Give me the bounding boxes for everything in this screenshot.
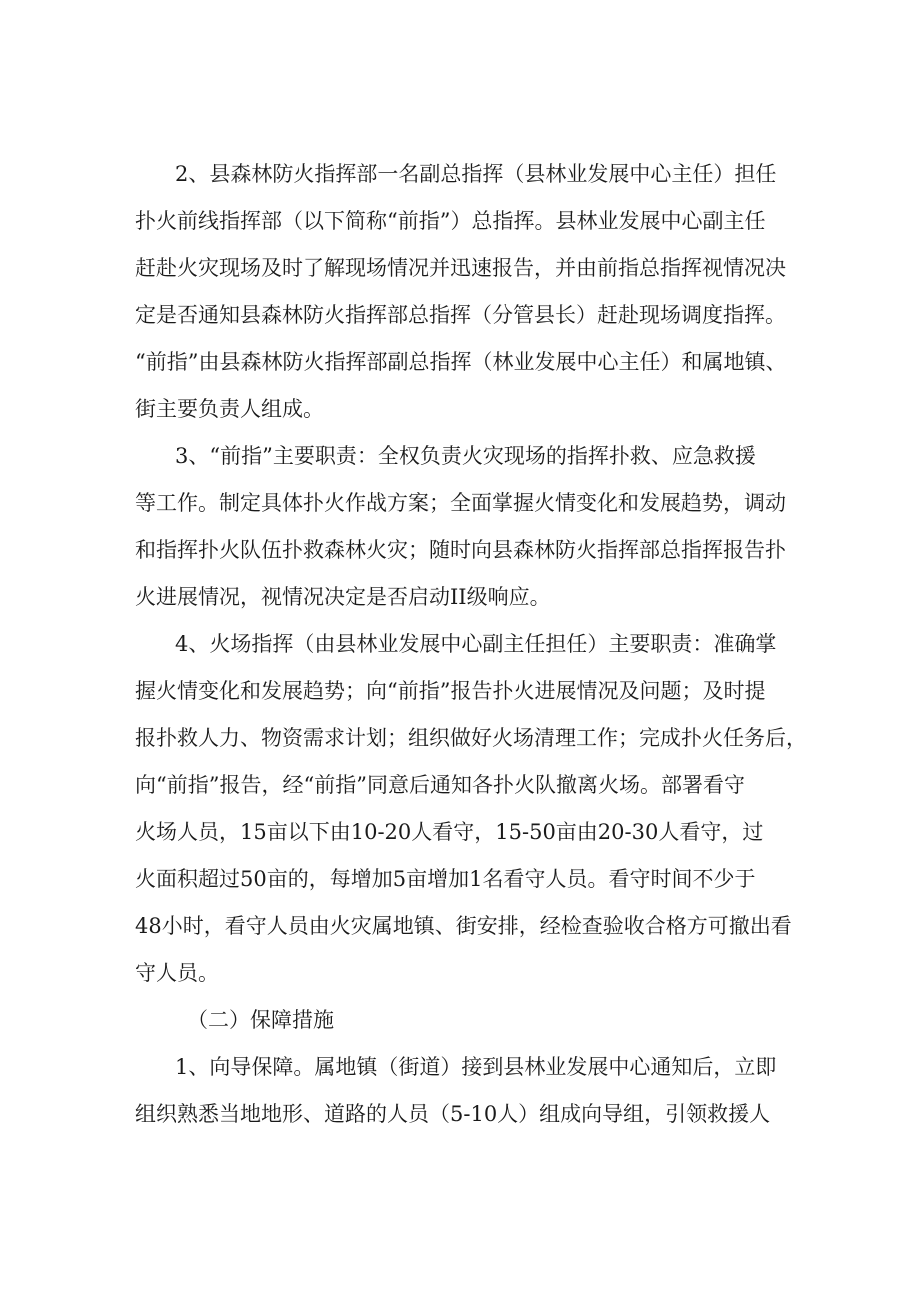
paragraph-2-line-5: “前指”由县森林防火指挥部副总指挥（林业发展中心主任）和属地镇、 xyxy=(135,350,787,374)
paragraph-2-line-3: 赶赴火灾现场及时了解现场情况并迅速报告，并由前指总指挥视情况决 xyxy=(135,256,786,280)
paragraph-4-line-6: 火面积超过50亩的，每增加5亩增加1名看守人员。看守时间不少于 xyxy=(135,867,756,891)
paragraph-3-line-1: 3、“前指”主要职责：全权负责火灾现场的指挥扑救、应急救援 xyxy=(175,444,756,468)
paragraph-4-line-4: 向“前指”报告，经“前指”同意后通知各扑火队撤离火场。部署看守 xyxy=(135,773,745,797)
paragraph-2-line-2: 扑火前线指挥部（以下简称“前指”）总指挥。县林业发展中心副主任 xyxy=(135,209,766,233)
paragraph-2-line-6: 街主要负责人组成。 xyxy=(135,397,324,421)
paragraph-2-line-4: 定是否通知县森林防火指挥部总指挥（分管县长）赶赴现场调度指挥。 xyxy=(135,303,786,327)
paragraph-3-line-3: 和指挥扑火队伍扑救森林火灾；随时向县森林防火指挥部总指挥报告扑 xyxy=(135,538,786,562)
paragraph-4-line-7: 48小时，看守人员由火灾属地镇、街安排，经检查验收合格方可撤出看 xyxy=(135,914,792,938)
paragraph-4-line-2: 握火情变化和发展趋势；向“前指”报告扑火进展情况及问题；及时提 xyxy=(135,679,766,703)
paragraph-4-line-3: 报扑救人力、物资需求计划；组织做好火场清理工作；完成扑火任务后， xyxy=(135,726,807,750)
paragraph-3-line-4: 火进展情况，视情况决定是否启动II级响应。 xyxy=(135,585,551,609)
section-heading-guarantee-measures: （二）保障措施 xyxy=(187,1008,334,1032)
paragraph-3-line-2: 等工作。制定具体扑火作战方案；全面掌握火情变化和发展趋势，调动 xyxy=(135,491,786,515)
paragraph-2-line-1: 2、县森林防火指挥部一名副总指挥（县林业发展中心主任）担任 xyxy=(175,162,777,186)
paragraph-guide-line-2: 组织熟悉当地地形、道路的人员（5-10人）组成向导组，引领救援人 xyxy=(135,1102,771,1126)
paragraph-4-line-8: 守人员。 xyxy=(135,961,219,985)
paragraph-guide-line-1: 1、向导保障。属地镇（街道）接到县林业发展中心通知后，立即 xyxy=(175,1055,777,1079)
paragraph-4-line-1: 4、火场指挥（由县林业发展中心副主任担任）主要职责：准确掌 xyxy=(175,632,777,656)
paragraph-4-line-5: 火场人员，15亩以下由10-20人看守，15-50亩由20-30人看守，过 xyxy=(135,820,764,844)
